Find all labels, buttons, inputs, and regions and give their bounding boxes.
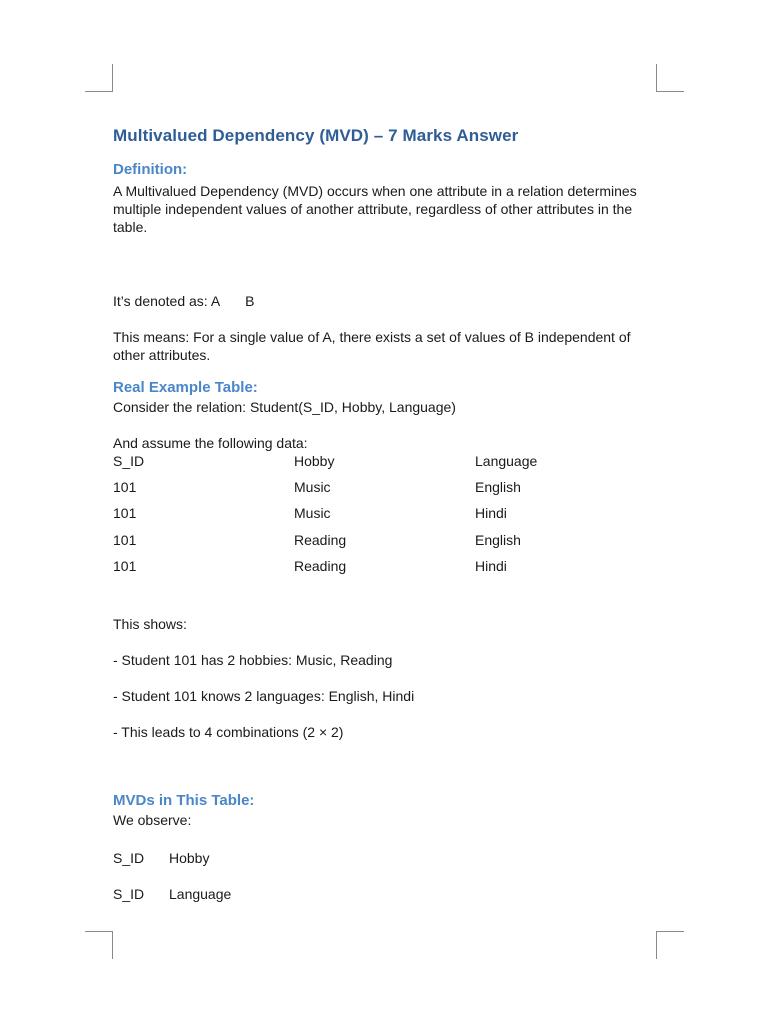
table-cell: English (475, 531, 521, 548)
table-cell: Reading (294, 557, 347, 574)
column-header: S_ID (113, 453, 145, 469)
list-item: - Student 101 knows 2 languages: English, Hindi (113, 687, 415, 704)
mvd-line (113, 885, 653, 903)
denoted-line (113, 292, 653, 310)
mvd-rhs: Hobby (169, 849, 210, 866)
denoted-rhs: B (245, 293, 255, 309)
column-header: Language (475, 453, 538, 469)
table-cell: Hindi (475, 557, 507, 574)
table-cell: 101 (113, 531, 137, 548)
table-cell: Music (294, 479, 331, 496)
mvd-lhs: S_ID (113, 849, 145, 866)
assume-text: And assume the following data: (113, 435, 308, 451)
relation-text: Consider the relation: Student(S_ID, Hobby, Language) (113, 399, 456, 415)
meaning-text: This means: For a single value of A, there exists a set of values of B independent of other attributes. (113, 329, 631, 363)
definition-text: A Multivalued Dependency (MVD) occurs when one attribute in a relation determines multiple independent values of another attribute, regardless of other attributes in the table. (113, 183, 637, 235)
definition-heading: Definition: (113, 161, 188, 178)
list-item: - This leads to 4 combinations (2 × 2) (113, 723, 344, 740)
observe-text: We observe: (113, 811, 192, 828)
table-cell: 101 (113, 505, 137, 522)
table-row (113, 531, 653, 557)
table-row (113, 504, 653, 530)
table-cell: Music (294, 505, 331, 522)
table-cell: 101 (113, 557, 137, 574)
document-content (113, 124, 653, 903)
mvd-rhs: Language (169, 885, 232, 902)
list-item: - Student 101 has 2 hobbies: Music, Reading (113, 651, 393, 668)
denoted-prefix: It’s denoted as: A (113, 293, 220, 309)
data-table (113, 452, 653, 583)
table-cell: Reading (294, 531, 347, 548)
mvd-lhs: S_ID (113, 885, 145, 902)
page-title: Multivalued Dependency (MVD) – 7 Marks Answer (113, 126, 519, 145)
table-cell: 101 (113, 479, 137, 496)
mvd-line (113, 849, 653, 867)
shows-text: This shows: (113, 615, 187, 632)
table-row (113, 478, 653, 504)
table-row (113, 557, 653, 583)
mvds-heading: MVDs in This Table: (113, 791, 255, 809)
table-header-row (113, 452, 653, 478)
column-header: Hobby (294, 453, 335, 469)
example-heading: Real Example Table: (113, 379, 258, 396)
table-cell: English (475, 479, 521, 496)
table-cell: Hindi (475, 505, 507, 522)
